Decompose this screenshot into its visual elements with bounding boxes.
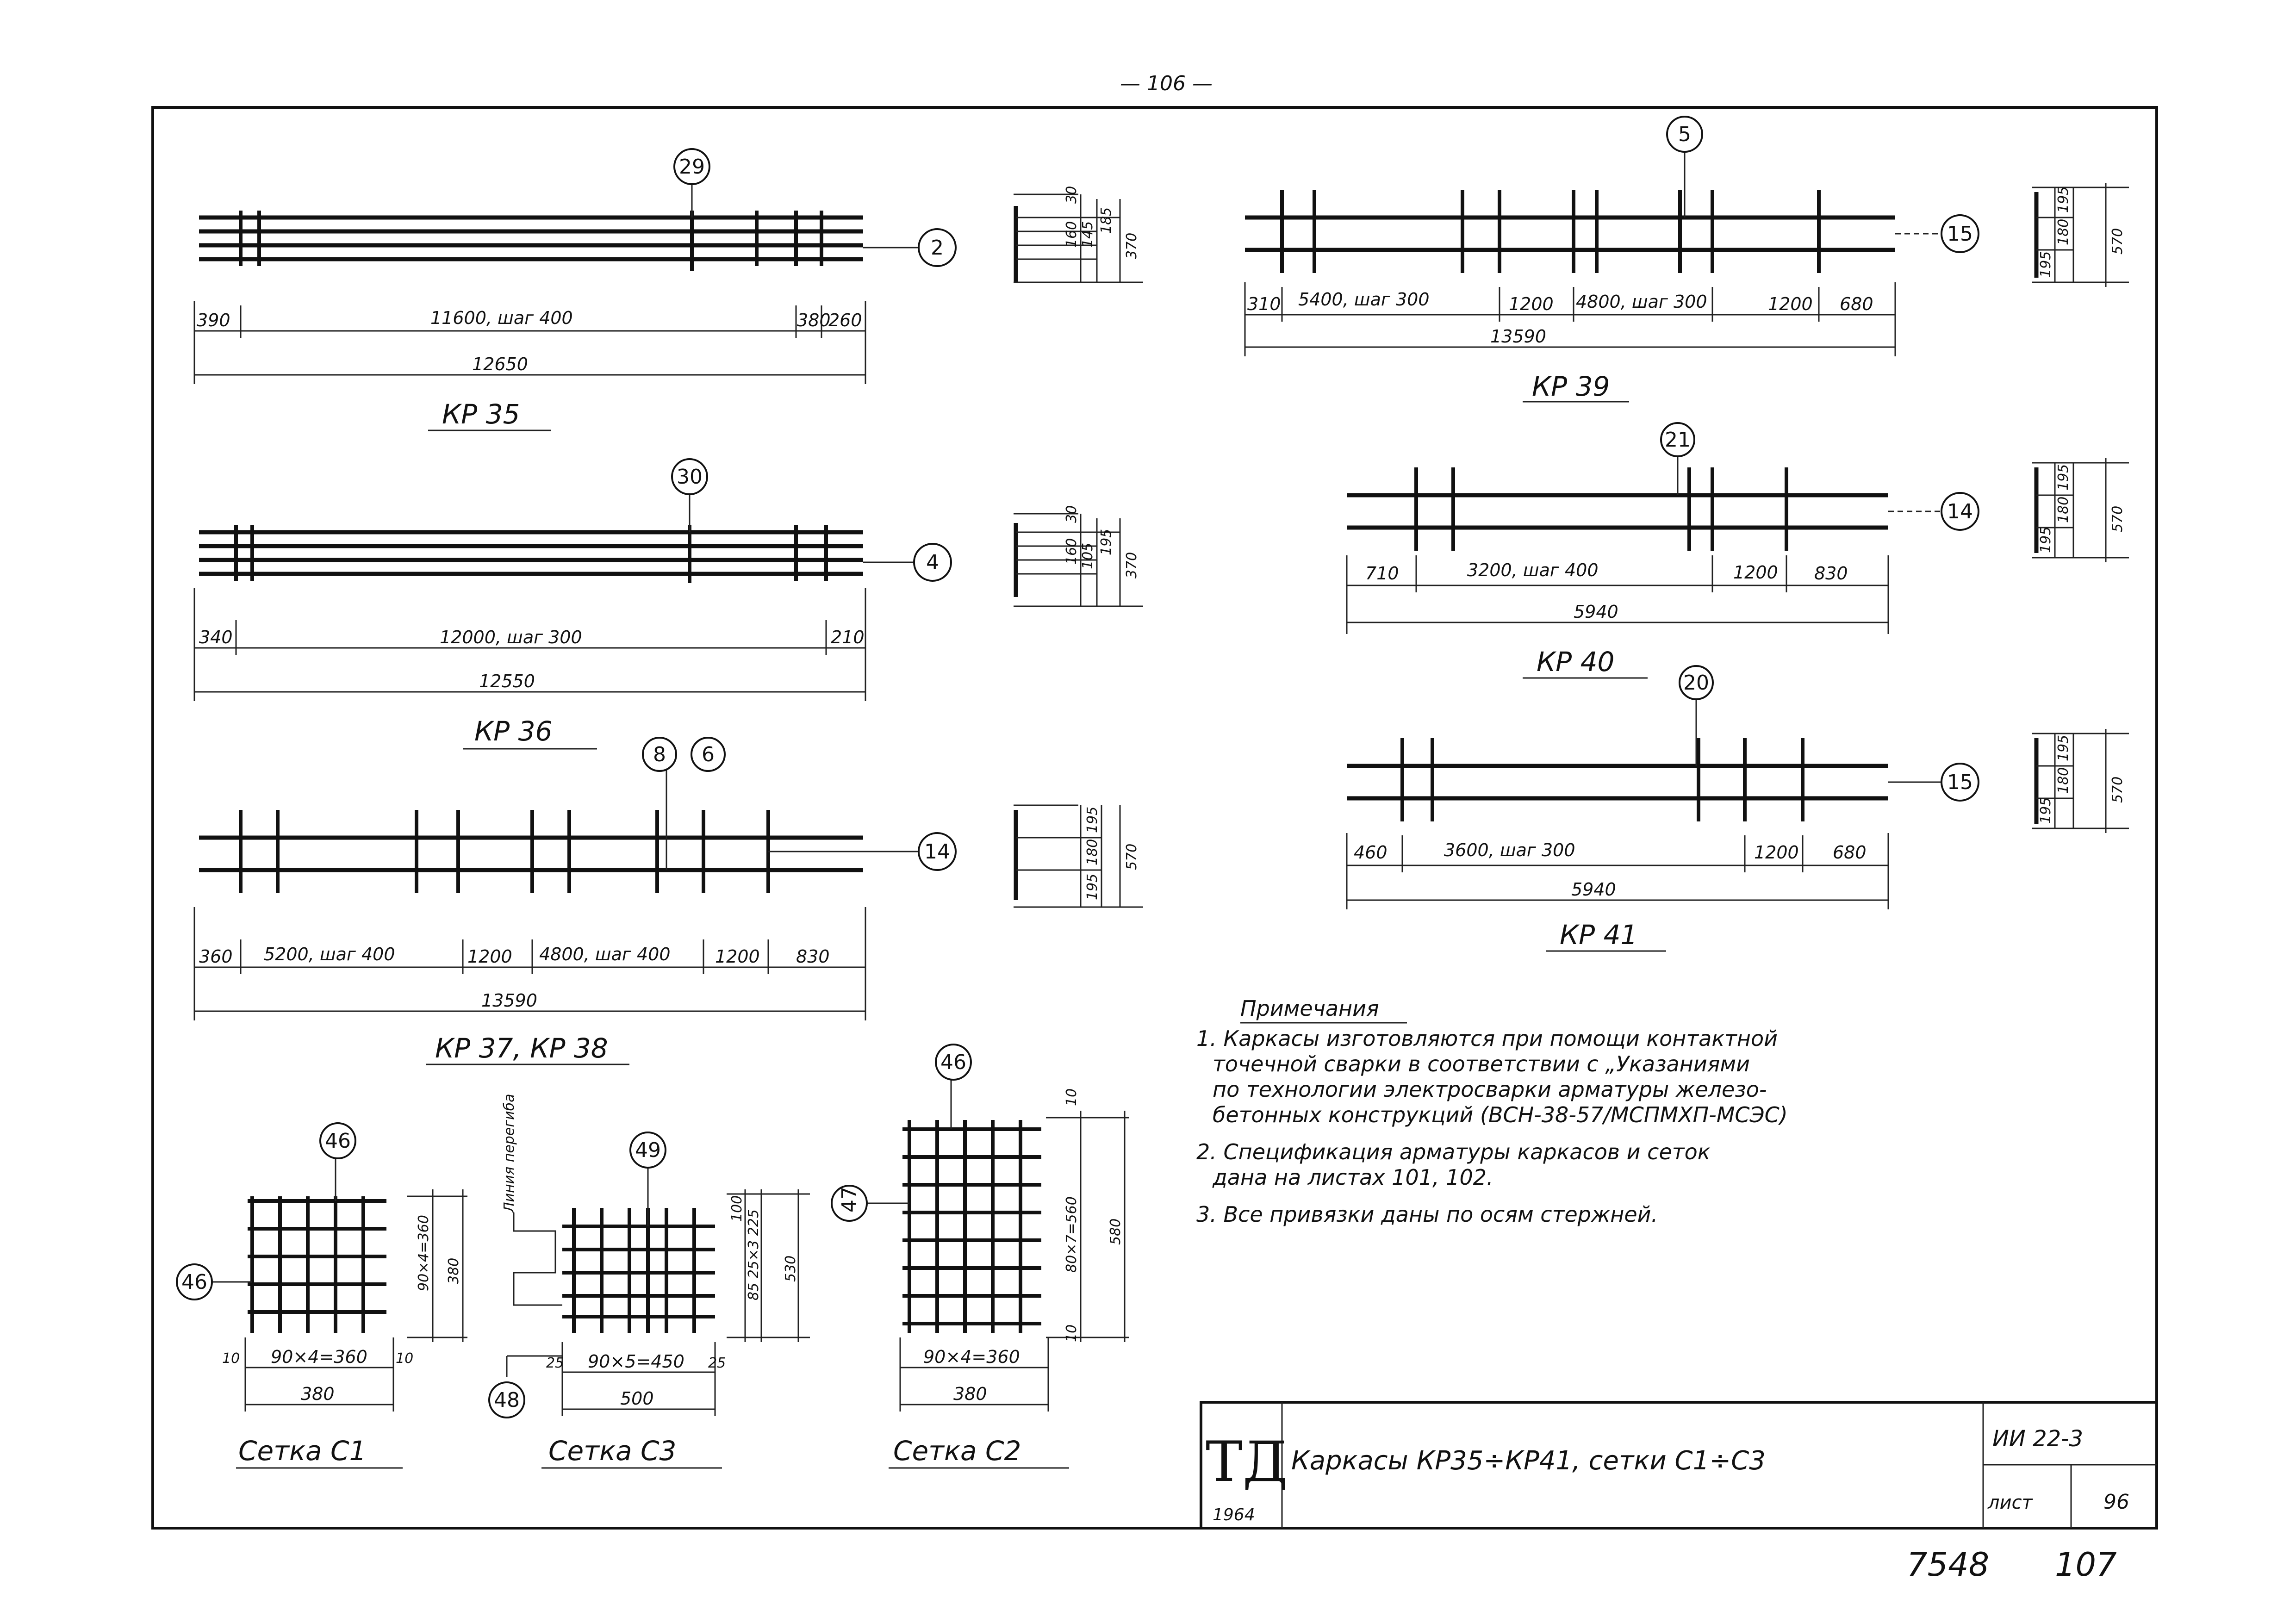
svg-text:370: 370 [1124, 232, 1140, 259]
svg-text:195: 195 [2055, 464, 2072, 491]
position-number: 30 [677, 465, 703, 489]
position-number: 29 [679, 155, 705, 179]
svg-text:195: 195 [2038, 526, 2054, 553]
svg-text:90×4=360: 90×4=360 [271, 1347, 367, 1367]
mesh-title: Сетка С1 [238, 1435, 367, 1467]
svg-text:210: 210 [831, 627, 865, 647]
position-number: 2 [931, 236, 944, 260]
svg-text:90×4=360: 90×4=360 [416, 1215, 432, 1291]
svg-text:1200: 1200 [467, 946, 512, 967]
svg-text:48: 48 [494, 1388, 520, 1412]
svg-text:340: 340 [199, 627, 233, 647]
svg-text:90×4=360: 90×4=360 [923, 1347, 1020, 1367]
svg-text:80×7=560: 80×7=560 [1064, 1196, 1080, 1273]
frame-title: КР 39 [1532, 371, 1610, 402]
notes [1196, 996, 1788, 1227]
svg-text:85 25×3 225: 85 25×3 225 [746, 1209, 762, 1300]
svg-text:195: 195 [2038, 251, 2054, 278]
sheet-title: Каркасы КР35÷КР41, сетки С1÷С3 [1291, 1446, 1766, 1476]
svg-text:180: 180 [1084, 839, 1101, 865]
svg-text:180: 180 [2055, 496, 2072, 523]
frame-title: КР 40 [1537, 646, 1615, 678]
svg-text:830: 830 [1814, 563, 1848, 584]
svg-text:14: 14 [1947, 500, 1973, 523]
cross-section [2032, 183, 2129, 287]
cross-section [2032, 458, 2129, 562]
svg-text:160: 160 [1064, 538, 1080, 565]
svg-text:15: 15 [1947, 771, 1973, 794]
svg-text:3600, шаг 300: 3600, шаг 300 [1444, 840, 1575, 860]
svg-text:185: 185 [1098, 207, 1114, 234]
cross-section [1014, 186, 1143, 282]
svg-text:710: 710 [1365, 563, 1399, 584]
svg-text:5400, шаг 300: 5400, шаг 300 [1298, 289, 1430, 310]
svg-text:570: 570 [2109, 228, 2126, 255]
svg-text:5940: 5940 [1571, 879, 1616, 900]
svg-text:1200: 1200 [1509, 294, 1554, 314]
svg-text:1200: 1200 [1754, 842, 1799, 863]
svg-text:10: 10 [1064, 1088, 1080, 1106]
svg-text:13590: 13590 [481, 990, 537, 1011]
svg-text:10: 10 [396, 1350, 414, 1367]
svg-text:5200, шаг 400: 5200, шаг 400 [264, 944, 395, 964]
svg-text:160: 160 [1064, 221, 1080, 248]
svg-text:46: 46 [940, 1051, 966, 1074]
svg-text:15: 15 [1947, 222, 1973, 246]
svg-text:14: 14 [924, 840, 950, 864]
page-stamp-number: 107 [2055, 1546, 2117, 1584]
cross-section [1014, 805, 1143, 907]
svg-text:21: 21 [1665, 428, 1691, 452]
svg-text:47: 47 [838, 1187, 861, 1213]
svg-text:1200: 1200 [1733, 562, 1778, 583]
svg-text:195: 195 [2055, 186, 2072, 213]
frame-title: КР 36 [474, 715, 553, 747]
note-line: точечной сварки в соответствии с „Указаниями [1213, 1051, 1750, 1076]
mesh-c2 [832, 1045, 1129, 1468]
drawing-code: ИИ 22-3 [1992, 1426, 2084, 1452]
svg-text:8: 8 [653, 743, 666, 766]
svg-text:180: 180 [2055, 218, 2072, 245]
svg-text:10: 10 [1064, 1324, 1080, 1342]
svg-text:13590: 13590 [1490, 326, 1546, 347]
svg-text:570: 570 [1124, 843, 1140, 870]
frame-title: КР 35 [442, 398, 520, 430]
svg-text:20: 20 [1683, 671, 1709, 695]
frame-kr35 [194, 149, 1143, 430]
svg-text:370: 370 [1124, 552, 1140, 578]
dimension: 11600, шаг 400 [430, 308, 573, 328]
organization-logo: ТД [1206, 1430, 1288, 1494]
svg-text:195: 195 [1084, 806, 1101, 833]
svg-text:6: 6 [702, 743, 715, 766]
frame-title: КР 37, КР 38 [435, 1032, 608, 1064]
stamp-year: 1964 [1213, 1505, 1255, 1524]
svg-text:4800, шаг 400: 4800, шаг 400 [539, 944, 671, 964]
svg-text:530: 530 [783, 1255, 799, 1282]
svg-text:145: 145 [1080, 221, 1096, 248]
title-block [1201, 1402, 2157, 1528]
cross-section [1014, 505, 1143, 606]
svg-text:310: 310 [1247, 294, 1281, 314]
svg-text:1200: 1200 [715, 946, 760, 967]
svg-text:570: 570 [2109, 776, 2126, 803]
svg-text:4800, шаг 300: 4800, шаг 300 [1576, 292, 1707, 312]
svg-text:12000, шаг 300: 12000, шаг 300 [440, 627, 582, 647]
mesh-c3 [489, 1094, 810, 1468]
svg-text:10: 10 [222, 1350, 240, 1367]
mesh-title: Сетка С2 [893, 1435, 1021, 1467]
svg-text:380: 380 [301, 1384, 335, 1404]
svg-text:195: 195 [1098, 529, 1114, 555]
svg-text:90×5=450: 90×5=450 [588, 1351, 684, 1372]
svg-text:180: 180 [2055, 767, 2072, 794]
frame-title: КР 41 [1560, 919, 1638, 951]
mesh-c1 [177, 1123, 467, 1468]
svg-text:100: 100 [729, 1195, 745, 1222]
svg-text:46: 46 [181, 1270, 207, 1294]
inventory-number: 7548 [1907, 1546, 1990, 1584]
svg-text:360: 360 [199, 946, 233, 967]
svg-text:49: 49 [635, 1138, 661, 1162]
svg-text:580: 580 [1108, 1218, 1124, 1245]
svg-text:460: 460 [1354, 842, 1388, 863]
bend-line-label: Линия перегиба [501, 1094, 517, 1213]
svg-text:30: 30 [1064, 186, 1080, 204]
note-line: дана на листах 101, 102. [1213, 1165, 1493, 1190]
frame-kr41 [1347, 666, 2129, 951]
svg-text:500: 500 [620, 1388, 654, 1409]
cross-section [2032, 729, 2129, 833]
svg-text:25: 25 [546, 1355, 564, 1371]
frame-kr37-kr38 [194, 738, 1143, 1064]
svg-text:830: 830 [796, 946, 830, 967]
svg-text:195: 195 [1084, 873, 1101, 900]
svg-text:195: 195 [2055, 734, 2072, 761]
note-line: по технологии электросварки арматуры железо- [1213, 1077, 1767, 1102]
position-number: 4 [926, 551, 939, 574]
svg-text:1200: 1200 [1768, 294, 1813, 314]
svg-text:12550: 12550 [479, 671, 535, 691]
dimension: 260 [828, 310, 862, 330]
svg-text:25: 25 [708, 1355, 726, 1371]
svg-text:5940: 5940 [1574, 602, 1618, 622]
svg-text:46: 46 [325, 1129, 351, 1153]
svg-text:105: 105 [1080, 542, 1096, 569]
note-line: 3. Все привязки даны по осям стержней. [1196, 1202, 1658, 1227]
sheet-label: лист [1988, 1492, 2033, 1513]
note-line: 2. Спецификация арматуры каркасов и сеток [1196, 1139, 1711, 1164]
frame-kr40 [1347, 423, 2129, 678]
notes-heading: Примечания [1240, 996, 1379, 1021]
note-line: бетонных конструкций (ВСН-38-57/МСПМХП-МСЭС) [1213, 1102, 1788, 1127]
svg-text:195: 195 [2038, 797, 2054, 824]
dimension: 390 [197, 310, 230, 330]
svg-text:30: 30 [1064, 505, 1080, 523]
dimension: 380 [797, 310, 831, 330]
svg-text:380: 380 [953, 1384, 987, 1404]
mesh-title: Сетка С3 [548, 1435, 677, 1467]
page-number: — 106 — [1120, 72, 1213, 95]
svg-text:680: 680 [1840, 294, 1873, 314]
note-line: 1. Каркасы изготовляются при помощи контактной [1196, 1026, 1778, 1051]
svg-text:3200, шаг 400: 3200, шаг 400 [1467, 560, 1599, 580]
sheet-number: 96 [2103, 1490, 2129, 1514]
total-dimension: 12650 [472, 354, 528, 374]
svg-text:5: 5 [1678, 123, 1691, 146]
svg-text:380: 380 [446, 1257, 462, 1284]
svg-text:680: 680 [1833, 842, 1867, 863]
svg-text:570: 570 [2109, 505, 2126, 532]
frame-kr39 [1245, 117, 2129, 402]
frame-kr36 [194, 459, 1143, 749]
